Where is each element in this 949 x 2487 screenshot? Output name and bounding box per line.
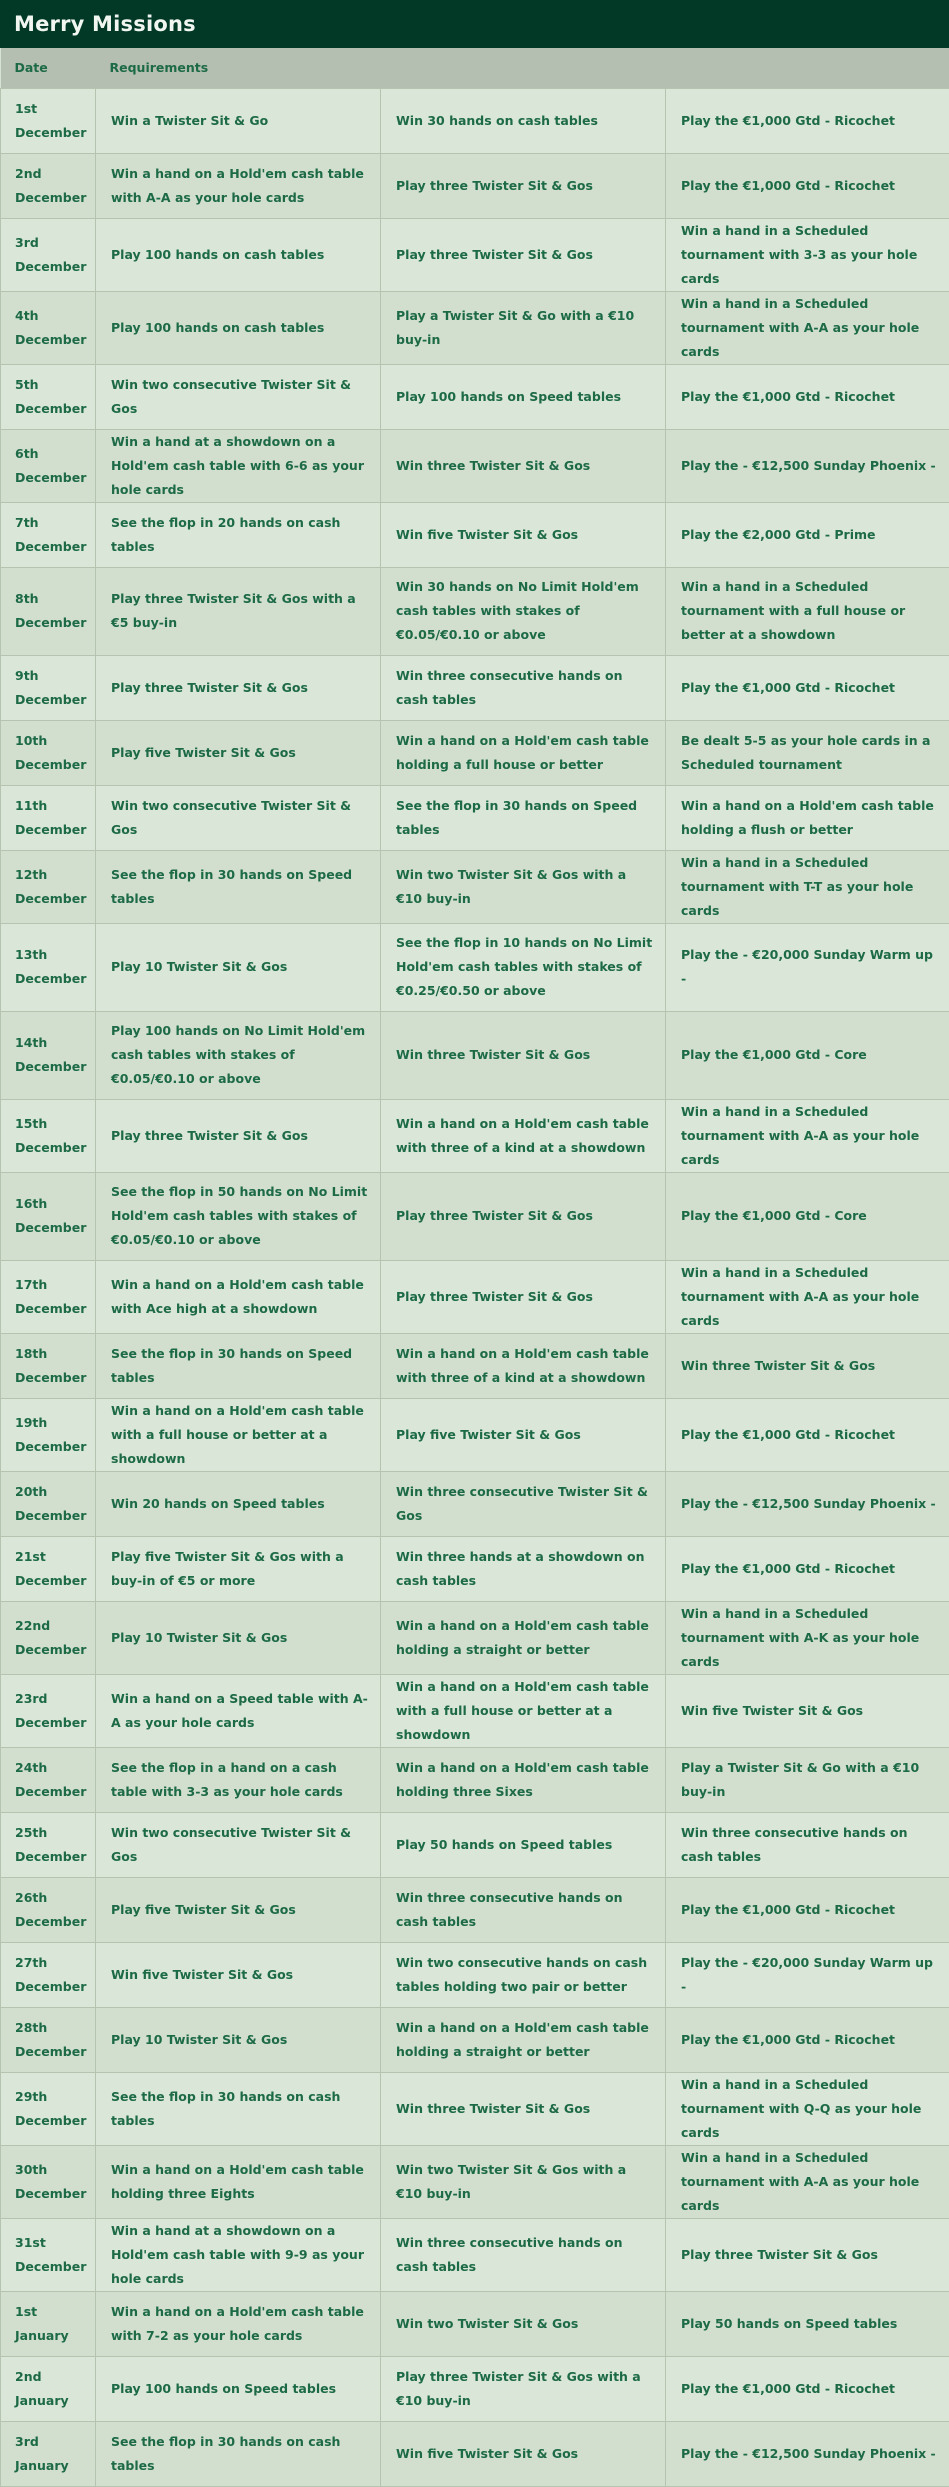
date-cell: 22nd December xyxy=(1,1601,96,1674)
requirement-cell: See the flop in 50 hands on No Limit Hold'em cash tables with stakes of €0.05/€0.10 or above xyxy=(96,1172,381,1260)
date-cell: 26th December xyxy=(1,1877,96,1942)
table-row xyxy=(1,655,949,720)
requirement-cell: Win two consecutive Twister Sit & Gos xyxy=(96,785,381,850)
table-row xyxy=(1,2007,949,2072)
requirement-cell: Win a hand on a Hold'em cash table holding a full house or better xyxy=(381,720,666,785)
requirement-cell: Play three Twister Sit & Gos xyxy=(96,1099,381,1172)
table-row xyxy=(1,502,949,567)
date-cell: 12th December xyxy=(1,850,96,923)
table-row xyxy=(1,1877,949,1942)
requirement-cell: Win two consecutive Twister Sit & Gos xyxy=(96,1812,381,1877)
requirement-cell: Play the €1,000 Gtd - Ricochet xyxy=(666,153,949,218)
requirement-cell: Win two consecutive Twister Sit & Gos xyxy=(96,364,381,429)
requirement-cell: Win a Twister Sit & Go xyxy=(96,88,381,153)
requirement-cell: Win a hand in a Scheduled tournament with T-T as your hole cards xyxy=(666,850,949,923)
requirement-cell: Win a hand on a Hold'em cash table holding a flush or better xyxy=(666,785,949,850)
requirement-cell: Play the - €12,500 Sunday Phoenix - xyxy=(666,2421,949,2486)
requirement-cell: Play the €1,000 Gtd - Ricochet xyxy=(666,2007,949,2072)
requirement-cell: Win three consecutive Twister Sit & Gos xyxy=(381,1471,666,1536)
requirement-cell: Win a hand on a Hold'em cash table holding a straight or better xyxy=(381,1601,666,1674)
requirement-cell: Play three Twister Sit & Gos xyxy=(381,218,666,291)
table-row xyxy=(1,1172,949,1260)
table-row xyxy=(1,88,949,153)
date-cell: 2nd January xyxy=(1,2356,96,2421)
requirement-cell: Play the €1,000 Gtd - Ricochet xyxy=(666,2356,949,2421)
requirement-cell: Win a hand on a Hold'em cash table holding a straight or better xyxy=(381,2007,666,2072)
requirement-cell: Win a hand in a Scheduled tournament with A-A as your hole cards xyxy=(666,1260,949,1333)
requirement-cell: Win a hand at a showdown on a Hold'em cash table with 6-6 as your hole cards xyxy=(96,429,381,502)
requirement-cell: Win a hand on a Hold'em cash table with three of a kind at a showdown xyxy=(381,1099,666,1172)
table-row xyxy=(1,153,949,218)
requirement-cell: Play the €2,000 Gtd - Prime xyxy=(666,502,949,567)
header-requirements: Requirements xyxy=(96,48,949,88)
missions-table xyxy=(0,48,949,2487)
requirement-cell: Play a Twister Sit & Go with a €10 buy-in xyxy=(381,291,666,364)
requirement-cell: Win three Twister Sit & Gos xyxy=(381,1011,666,1099)
table-row xyxy=(1,2356,949,2421)
table-row xyxy=(1,1471,949,1536)
requirement-cell: Win a hand in a Scheduled tournament with A-A as your hole cards xyxy=(666,2145,949,2218)
requirement-cell: Play three Twister Sit & Gos with a €5 buy-in xyxy=(96,567,381,655)
date-cell: 15th December xyxy=(1,1099,96,1172)
date-cell: 28th December xyxy=(1,2007,96,2072)
requirement-cell: Play 50 hands on Speed tables xyxy=(381,1812,666,1877)
requirement-cell: Play three Twister Sit & Gos xyxy=(96,655,381,720)
table-body xyxy=(1,88,949,2486)
requirement-cell: Play a Twister Sit & Go with a €10 buy-in xyxy=(666,1747,949,1812)
table-row xyxy=(1,429,949,502)
requirement-cell: See the flop in a hand on a cash table with 3-3 as your hole cards xyxy=(96,1747,381,1812)
requirement-cell: See the flop in 30 hands on Speed tables xyxy=(96,1333,381,1398)
requirement-cell: Win 30 hands on No Limit Hold'em cash tables with stakes of €0.05/€0.10 or above xyxy=(381,567,666,655)
requirement-cell: Win a hand in a Scheduled tournament with 3-3 as your hole cards xyxy=(666,218,949,291)
requirement-cell: Win three hands at a showdown on cash tables xyxy=(381,1536,666,1601)
date-cell: 9th December xyxy=(1,655,96,720)
requirement-cell: Win a hand on a Hold'em cash table holding three Eights xyxy=(96,2145,381,2218)
date-cell: 14th December xyxy=(1,1011,96,1099)
requirement-cell: Play the - €20,000 Sunday Warm up - xyxy=(666,923,949,1011)
requirement-cell: Win three consecutive hands on cash tables xyxy=(381,1877,666,1942)
date-cell: 19th December xyxy=(1,1398,96,1471)
table-row xyxy=(1,850,949,923)
requirement-cell: Play the €1,000 Gtd - Core xyxy=(666,1172,949,1260)
table-row xyxy=(1,1011,949,1099)
date-cell: 11th December xyxy=(1,785,96,850)
requirement-cell: Play the €1,000 Gtd - Ricochet xyxy=(666,364,949,429)
requirement-cell: Win three consecutive hands on cash tables xyxy=(381,2218,666,2291)
date-cell: 2nd December xyxy=(1,153,96,218)
requirement-cell: Play three Twister Sit & Gos xyxy=(381,1260,666,1333)
table-row xyxy=(1,1099,949,1172)
date-cell: 4th December xyxy=(1,291,96,364)
page-title: Merry Missions xyxy=(14,12,196,36)
requirement-cell: Win a hand in a Scheduled tournament with A-K as your hole cards xyxy=(666,1601,949,1674)
table-row xyxy=(1,1747,949,1812)
date-cell: 8th December xyxy=(1,567,96,655)
requirement-cell: See the flop in 30 hands on cash tables xyxy=(96,2421,381,2486)
requirement-cell: Play three Twister Sit & Gos xyxy=(381,1172,666,1260)
date-cell: 30th December xyxy=(1,2145,96,2218)
requirement-cell: Win three consecutive hands on cash tables xyxy=(666,1812,949,1877)
requirement-cell: Win three Twister Sit & Gos xyxy=(381,2072,666,2145)
header-date: Date xyxy=(1,48,96,88)
requirement-cell: Win five Twister Sit & Gos xyxy=(381,502,666,567)
table-row xyxy=(1,1398,949,1471)
date-cell: 17th December xyxy=(1,1260,96,1333)
table-row xyxy=(1,2072,949,2145)
date-cell: 31st December xyxy=(1,2218,96,2291)
date-cell: 1st December xyxy=(1,88,96,153)
date-cell: 5th December xyxy=(1,364,96,429)
requirement-cell: Win 30 hands on cash tables xyxy=(381,88,666,153)
requirement-cell: Play the - €12,500 Sunday Phoenix - xyxy=(666,429,949,502)
requirement-cell: Be dealt 5-5 as your hole cards in a Scheduled tournament xyxy=(666,720,949,785)
requirement-cell: See the flop in 30 hands on cash tables xyxy=(96,2072,381,2145)
requirement-cell: Win a hand on a Hold'em cash table with Ace high at a showdown xyxy=(96,1260,381,1333)
table-header-row xyxy=(1,48,949,88)
requirement-cell: Win a hand on a Hold'em cash table with a full house or better at a showdown xyxy=(96,1398,381,1471)
requirement-cell: Play three Twister Sit & Gos with a €10 buy-in xyxy=(381,2356,666,2421)
table-row xyxy=(1,1601,949,1674)
requirement-cell: Win five Twister Sit & Gos xyxy=(666,1674,949,1747)
requirement-cell: Play the €1,000 Gtd - Ricochet xyxy=(666,1877,949,1942)
requirement-cell: Win three consecutive hands on cash tables xyxy=(381,655,666,720)
requirement-cell: Play the €1,000 Gtd - Core xyxy=(666,1011,949,1099)
requirement-cell: Play five Twister Sit & Gos xyxy=(96,1877,381,1942)
requirement-cell: Win a hand on a Hold'em cash table with three of a kind at a showdown xyxy=(381,1333,666,1398)
requirement-cell: Win a hand at a showdown on a Hold'em cash table with 9-9 as your hole cards xyxy=(96,2218,381,2291)
requirement-cell: Play the €1,000 Gtd - Ricochet xyxy=(666,88,949,153)
requirement-cell: Win five Twister Sit & Gos xyxy=(381,2421,666,2486)
requirement-cell: Win a hand in a Scheduled tournament with Q-Q as your hole cards xyxy=(666,2072,949,2145)
date-cell: 24th December xyxy=(1,1747,96,1812)
table-row xyxy=(1,1536,949,1601)
table-row xyxy=(1,1942,949,2007)
requirement-cell: Play 100 hands on No Limit Hold'em cash tables with stakes of €0.05/€0.10 or above xyxy=(96,1011,381,1099)
date-cell: 16th December xyxy=(1,1172,96,1260)
requirement-cell: Win five Twister Sit & Gos xyxy=(96,1942,381,2007)
table-row xyxy=(1,1333,949,1398)
requirement-cell: Play the - €12,500 Sunday Phoenix - xyxy=(666,1471,949,1536)
table-row xyxy=(1,2291,949,2356)
date-cell: 1st January xyxy=(1,2291,96,2356)
requirement-cell: See the flop in 30 hands on Speed tables xyxy=(96,850,381,923)
requirement-cell: Win a hand on a Hold'em cash table with a full house or better at a showdown xyxy=(381,1674,666,1747)
requirement-cell: Play five Twister Sit & Gos xyxy=(381,1398,666,1471)
requirement-cell: Win a hand on a Hold'em cash table with 7-2 as your hole cards xyxy=(96,2291,381,2356)
table-row xyxy=(1,567,949,655)
requirement-cell: Play five Twister Sit & Gos with a buy-in of €5 or more xyxy=(96,1536,381,1601)
requirement-cell: Play 10 Twister Sit & Gos xyxy=(96,2007,381,2072)
requirement-cell: Play 50 hands on Speed tables xyxy=(666,2291,949,2356)
requirement-cell: Win two Twister Sit & Gos xyxy=(381,2291,666,2356)
requirement-cell: Play 10 Twister Sit & Gos xyxy=(96,1601,381,1674)
requirement-cell: Win a hand in a Scheduled tournament with a full house or better at a showdown xyxy=(666,567,949,655)
requirement-cell: Play the - €20,000 Sunday Warm up - xyxy=(666,1942,949,2007)
requirement-cell: See the flop in 20 hands on cash tables xyxy=(96,502,381,567)
table-row xyxy=(1,1812,949,1877)
date-cell: 3rd January xyxy=(1,2421,96,2486)
requirement-cell: Play the €1,000 Gtd - Ricochet xyxy=(666,1536,949,1601)
requirement-cell: Win two Twister Sit & Gos with a €10 buy-in xyxy=(381,2145,666,2218)
requirement-cell: Play the €1,000 Gtd - Ricochet xyxy=(666,655,949,720)
table-row xyxy=(1,2218,949,2291)
requirement-cell: Win two consecutive hands on cash tables holding two pair or better xyxy=(381,1942,666,2007)
requirement-cell: Play the €1,000 Gtd - Ricochet xyxy=(666,1398,949,1471)
table-row xyxy=(1,785,949,850)
requirement-cell: Play three Twister Sit & Gos xyxy=(666,2218,949,2291)
requirement-cell: Play 10 Twister Sit & Gos xyxy=(96,923,381,1011)
requirement-cell: Play three Twister Sit & Gos xyxy=(381,153,666,218)
date-cell: 6th December xyxy=(1,429,96,502)
requirement-cell: Play 100 hands on cash tables xyxy=(96,291,381,364)
requirement-cell: Win a hand on a Hold'em cash table holding three Sixes xyxy=(381,1747,666,1812)
requirement-cell: Win three Twister Sit & Gos xyxy=(381,429,666,502)
page-banner xyxy=(0,0,949,48)
table-row xyxy=(1,2421,949,2486)
requirement-cell: Play 100 hands on cash tables xyxy=(96,218,381,291)
table-row xyxy=(1,1674,949,1747)
requirement-cell: Win a hand in a Scheduled tournament with A-A as your hole cards xyxy=(666,1099,949,1172)
table-row xyxy=(1,291,949,364)
date-cell: 3rd December xyxy=(1,218,96,291)
date-cell: 18th December xyxy=(1,1333,96,1398)
date-cell: 7th December xyxy=(1,502,96,567)
requirement-cell: See the flop in 30 hands on Speed tables xyxy=(381,785,666,850)
requirement-cell: Win two Twister Sit & Gos with a €10 buy-in xyxy=(381,850,666,923)
table-row xyxy=(1,720,949,785)
requirement-cell: Play five Twister Sit & Gos xyxy=(96,720,381,785)
date-cell: 13th December xyxy=(1,923,96,1011)
requirement-cell: Win a hand in a Scheduled tournament with A-A as your hole cards xyxy=(666,291,949,364)
requirement-cell: Win three Twister Sit & Gos xyxy=(666,1333,949,1398)
date-cell: 27th December xyxy=(1,1942,96,2007)
table-row xyxy=(1,1260,949,1333)
table-row xyxy=(1,218,949,291)
date-cell: 29th December xyxy=(1,2072,96,2145)
table-row xyxy=(1,364,949,429)
requirement-cell: Play 100 hands on Speed tables xyxy=(381,364,666,429)
requirement-cell: See the flop in 10 hands on No Limit Hold'em cash tables with stakes of €0.25/€0.50 or above xyxy=(381,923,666,1011)
date-cell: 21st December xyxy=(1,1536,96,1601)
requirement-cell: Play 100 hands on Speed tables xyxy=(96,2356,381,2421)
date-cell: 10th December xyxy=(1,720,96,785)
requirement-cell: Win a hand on a Hold'em cash table with A-A as your hole cards xyxy=(96,153,381,218)
requirement-cell: Win a hand on a Speed table with A-A as your hole cards xyxy=(96,1674,381,1747)
table-row xyxy=(1,923,949,1011)
requirement-cell: Win 20 hands on Speed tables xyxy=(96,1471,381,1536)
date-cell: 20th December xyxy=(1,1471,96,1536)
date-cell: 23rd December xyxy=(1,1674,96,1747)
date-cell: 25th December xyxy=(1,1812,96,1877)
table-row xyxy=(1,2145,949,2218)
